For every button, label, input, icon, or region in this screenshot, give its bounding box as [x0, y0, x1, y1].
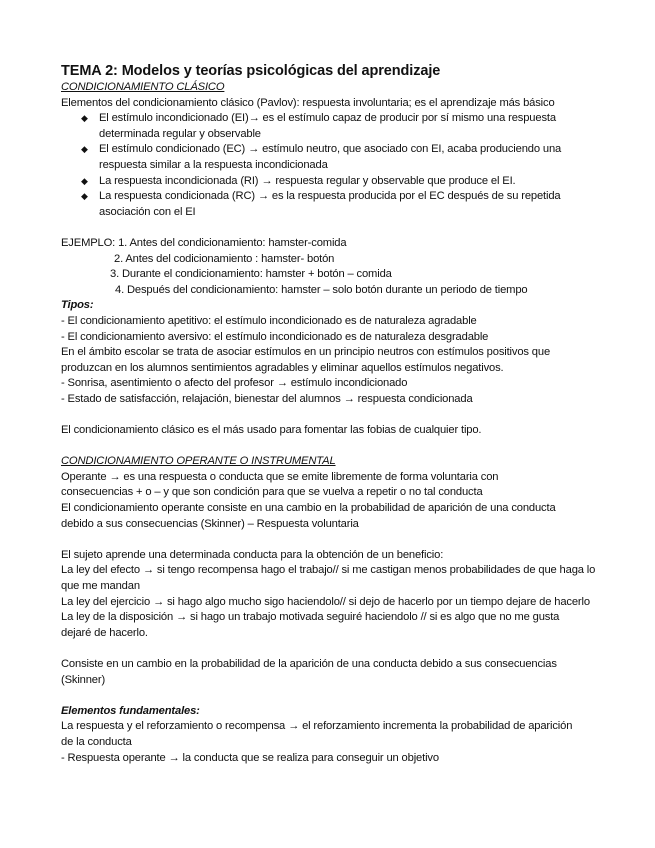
example-item: 3. Durante el condicionamiento: hamster + botón – comida — [110, 268, 392, 281]
elements-list — [61, 111, 625, 220]
operante-paragraph: El condicionamiento operante consiste en una cambio en la probabilidad de aparición de una conducta debido a sus consecuencias (Skinner) – Respuesta voluntaria — [61, 502, 556, 530]
school-item: - Estado de satisfacción, relajación, bienestar del alumnos → respuesta condicionada — [61, 392, 473, 405]
intro-paragraph: Elementos del condicionamiento clásico (Pavlov): respuesta involuntaria; es el aprendizaje más básico — [61, 96, 555, 109]
example-row — [61, 236, 625, 252]
school-paragraph: En el ámbito escolar se trata de asociar estímulos en un principio neutros con estímulos positivos que produzcan en los alumnos sentimientos agradables y eliminar aquellos estímulos negativos. — [61, 346, 551, 374]
consiste-paragraph: Consiste en un cambio en la probabilidad de la aparición de una conducta debido a sus consecuencias (Skinner) — [61, 657, 557, 686]
type-item: - El condicionamiento apetitivo: el estímulo incondicionado es de naturaleza agradable — [61, 314, 477, 327]
bullet-item: ◆ La respuesta condicionada (RC) → es la respuesta producida por el EC después de su repetida asociación con el EI — [81, 189, 585, 220]
section-heading-operante: CONDICIONAMIENTO OPERANTE O INSTRUMENTAL — [61, 455, 336, 468]
bullet-item: ◆ La respuesta incondicionada (RI) → respuesta regular y observable que produce el EI. — [81, 174, 625, 190]
bullet-item: ◆ El estímulo incondicionado (EI)→ es el estímulo capaz de producir por sí mismo una respuesta determinada regular y observable — [81, 111, 579, 142]
elements-heading: Elementos fundamentales: — [61, 704, 200, 717]
law-item: La ley del efecto → si tengo recompensa hago el trabajo// si me castigan menos probabilidades de que haga lo que me mandan — [61, 564, 596, 592]
law-item: La ley del ejercicio → si hago algo mucho sigo haciendolo// si dejo de hacerlo por un tiempo dejare de hacerlo — [61, 595, 590, 608]
elements-paragraph: La respuesta y el reforzamiento o recompensa → el reforzamiento incrementa la probabilidad de aparición de la conducta — [61, 720, 573, 748]
law-item: La ley de la disposición → si hago un trabajo motivada seguiré haciendolo // si es algo que no me gusta dejaré de hacerlo. — [61, 611, 560, 639]
elements-item: - Respuesta operante → la conducta que se realiza para conseguir un objetivo — [61, 751, 439, 764]
types-heading: Tipos: — [61, 299, 94, 312]
bullet-item: ◆ El estímulo condicionado (EC) → estímulo neutro, que asociado con EI, acaba produciendo una respuesta similar a la respuesta incondicionada — [81, 142, 601, 173]
example-item: 4. Después del condicionamiento: hamster – solo botón durante un periodo de tiempo — [115, 283, 528, 296]
example-label: EJEMPLO: — [61, 236, 116, 249]
sujeto-paragraph: El sujeto aprende una determinada conducta para la obtención de un beneficio: — [61, 548, 444, 561]
page-title: TEMA 2: Modelos y teorías psicológicas del aprendizaje — [61, 63, 441, 79]
example-item: 1. Antes del condicionamiento: hamster-comida — [118, 236, 347, 249]
operante-definition: Operante → es una respuesta o conducta que se emite libremente de forma voluntaria con consecuencias + o – y que son condición para que se vuelva a repetir o no tal conducta — [61, 470, 499, 499]
school-item: - Sonrisa, asentimiento o afecto del profesor → estímulo incondicionado — [61, 377, 408, 390]
type-item: - El condicionamiento aversivo: el estímulo incondicionado es de naturaleza desgradable — [61, 330, 489, 343]
phobias-paragraph: El condicionamiento clásico es el más usado para fomentar las fobias de cualquier tipo. — [61, 424, 482, 437]
example-item: 2. Antes del codicionamiento : hamster- botón — [114, 252, 335, 265]
section-heading-clasico: CONDICIONAMIENTO CLÁSICO — [61, 81, 225, 93]
